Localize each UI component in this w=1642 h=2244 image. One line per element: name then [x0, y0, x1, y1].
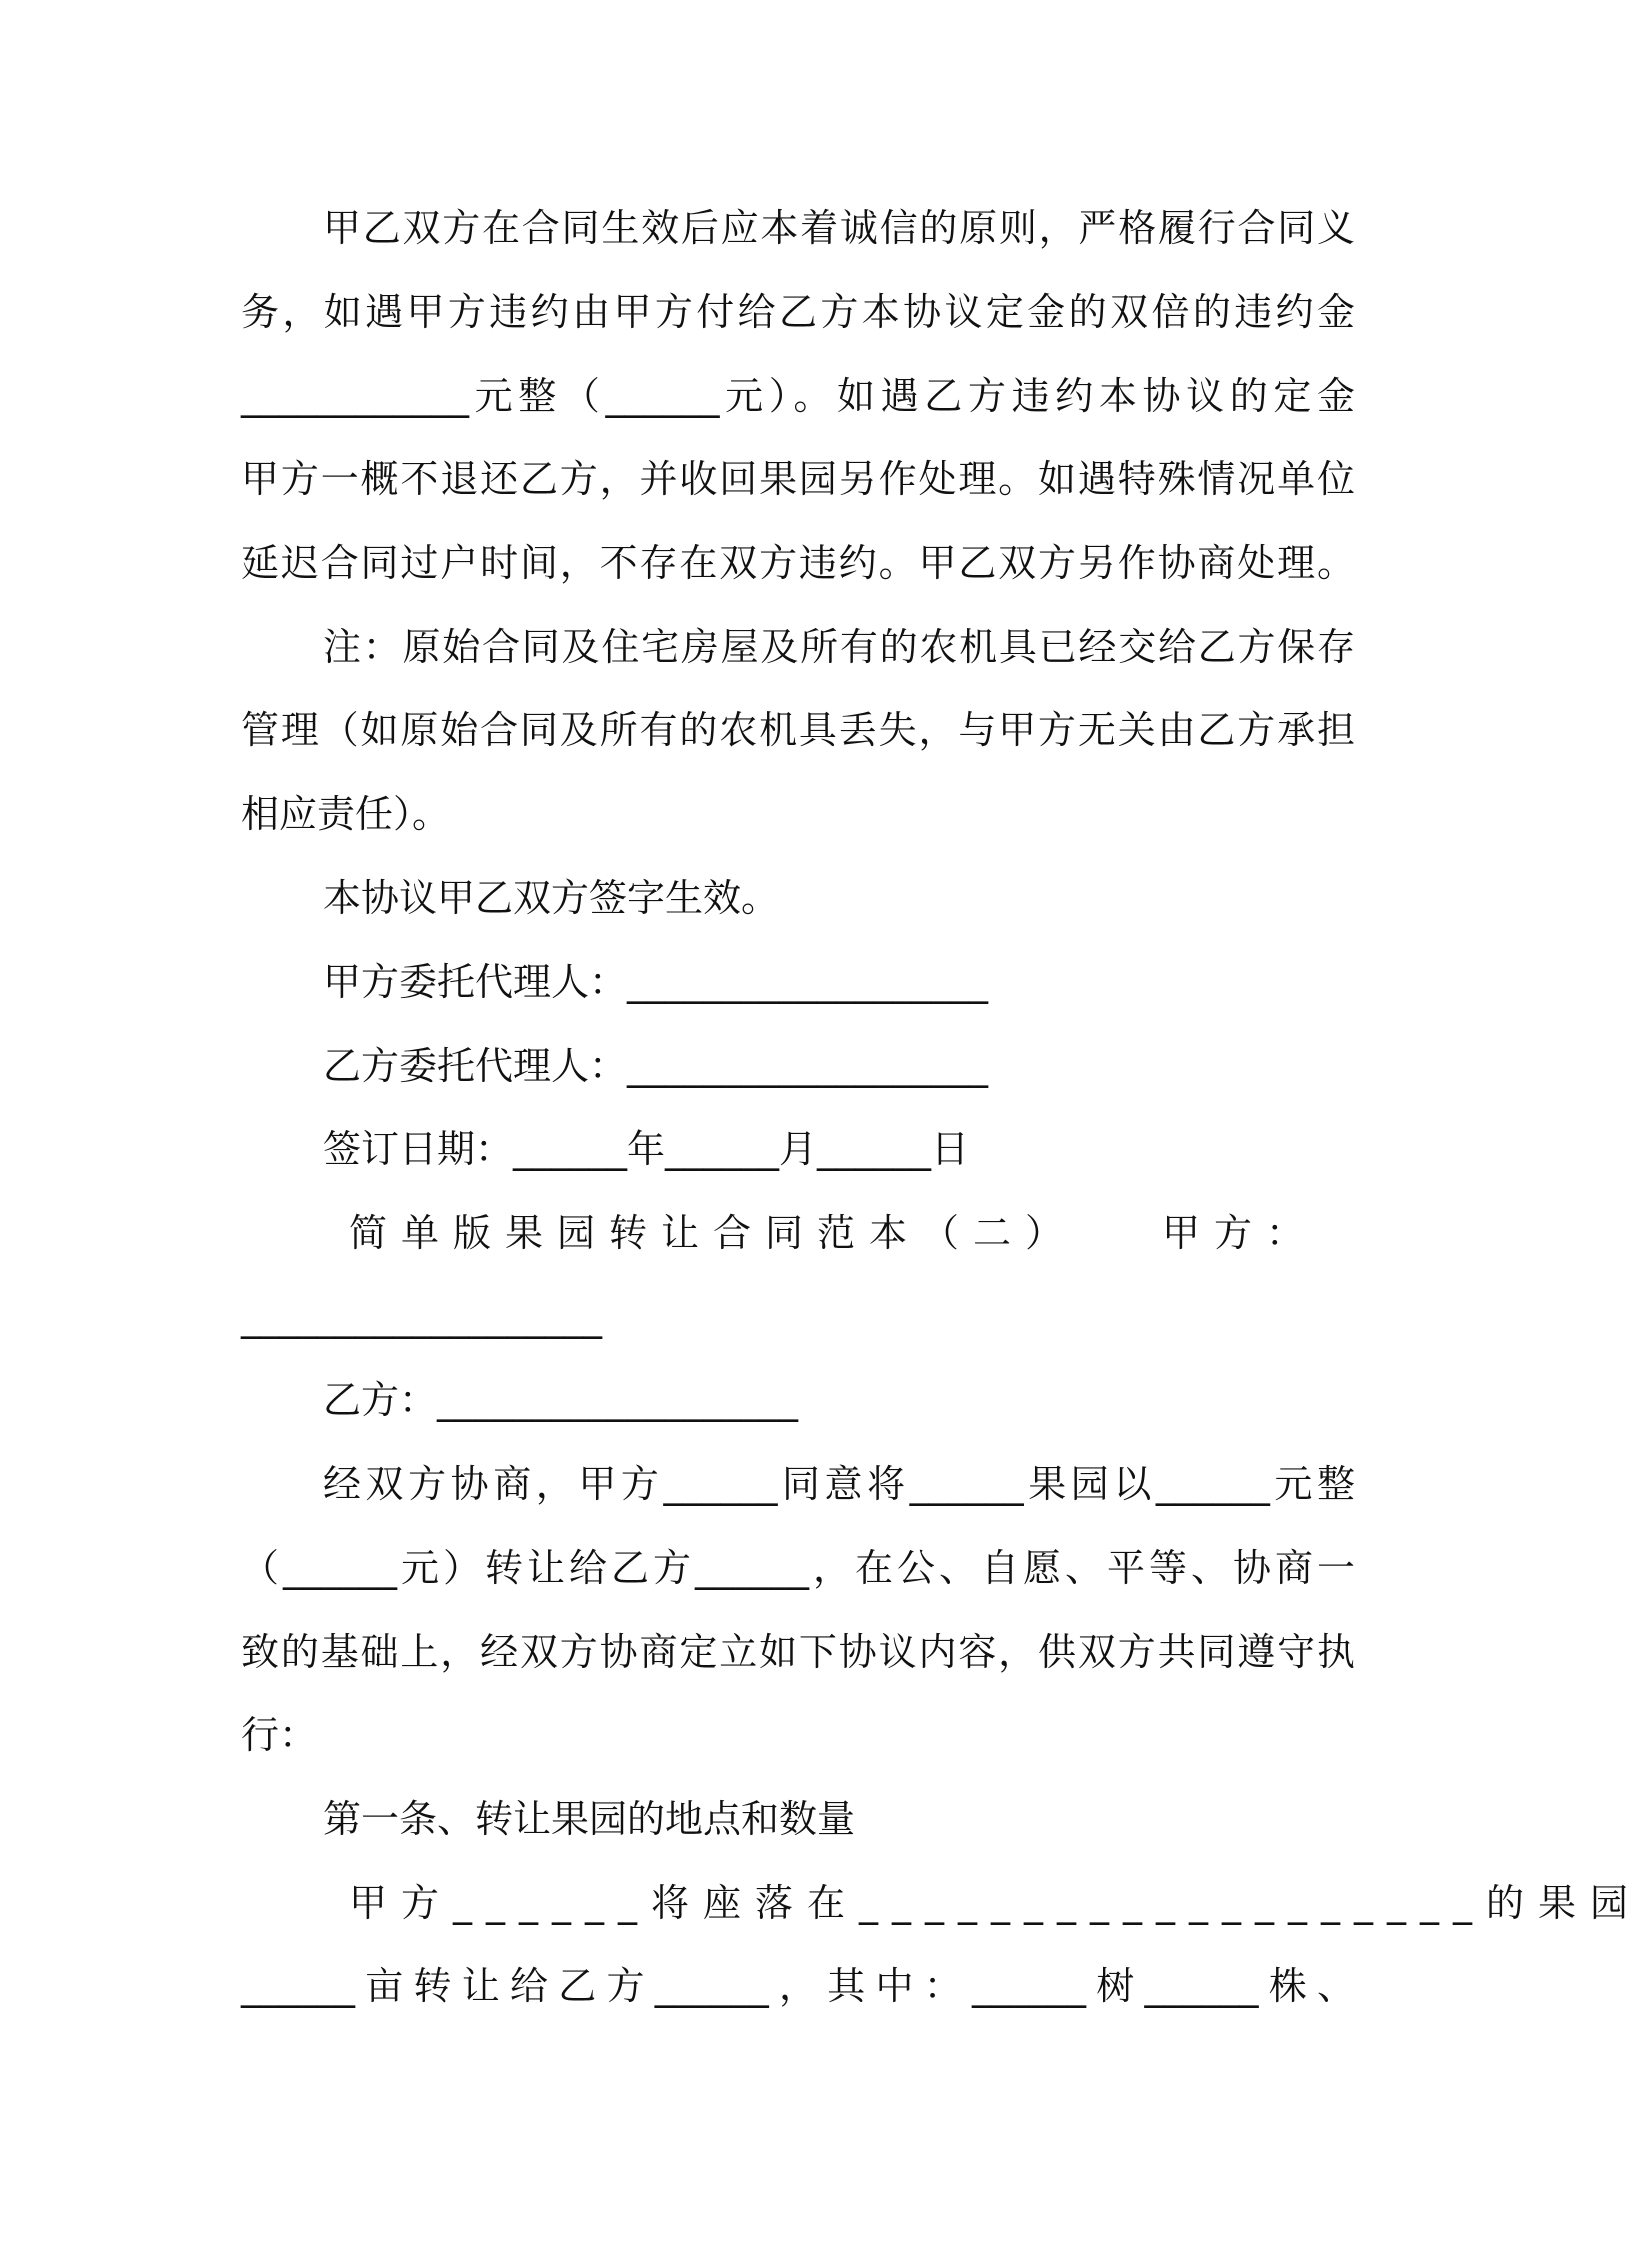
party-a-blank-line: ___________________ [241, 1295, 602, 1339]
note-line: 管理（如原始合同及所有的农机具丢失，与甲方无关由乙方承担 [241, 708, 1355, 752]
paragraph-line: 务，如遇甲方违约由甲方付给乙方本协议定金的双倍的违约金 [241, 290, 1355, 334]
party-b-agent-line: 乙方委托代理人：___________________ [323, 1044, 989, 1088]
signing-effect-line: 本协议甲乙双方签字生效。 [323, 876, 780, 920]
party-b-line: 乙方：___________________ [323, 1378, 799, 1422]
paragraph-line: ______亩转让给乙方______，其中：______树______株、 [241, 1964, 1355, 2008]
paragraph-line: ____________元整（______元）。如遇乙方违约本协议的定金 [241, 374, 1355, 418]
paragraph-line: 致的基础上，经双方协商定立如下协议内容，供双方共同遵守执 [241, 1630, 1355, 1674]
paragraph-line: 甲乙双方在合同生效后应本着诚信的原则，严格履行合同义 [323, 206, 1355, 250]
paragraph-line: 甲方一概不退还乙方，并收回果园另作处理。如遇特殊情况单位 [241, 457, 1355, 501]
note-line: 相应责任）。 [241, 792, 451, 836]
paragraph-line: 甲方______将座落在___________________的果园 [349, 1881, 1642, 1925]
note-line: 注：原始合同及住宅房屋及所有的农机具已经交给乙方保存 [323, 625, 1355, 669]
paragraph-line: 行： [241, 1713, 318, 1757]
article-heading: 第一条、转让果园的地点和数量 [323, 1797, 856, 1841]
paragraph-line: 经双方协商，甲方______同意将______果园以______元整 [323, 1462, 1355, 1506]
signing-date-line: 签订日期：______年______月______日 [323, 1127, 970, 1171]
contract-title-line: 简单版果园转让合同范本（二） 甲方： [349, 1211, 1319, 1255]
party-a-agent-line: 甲方委托代理人：___________________ [323, 960, 989, 1004]
paragraph-line: 延迟合同过户时间，不存在双方违约。甲乙双方另作协商处理。 [241, 541, 1355, 585]
paragraph-line: （______元）转让给乙方______，在公、自愿、平等、协商一 [241, 1546, 1355, 1590]
